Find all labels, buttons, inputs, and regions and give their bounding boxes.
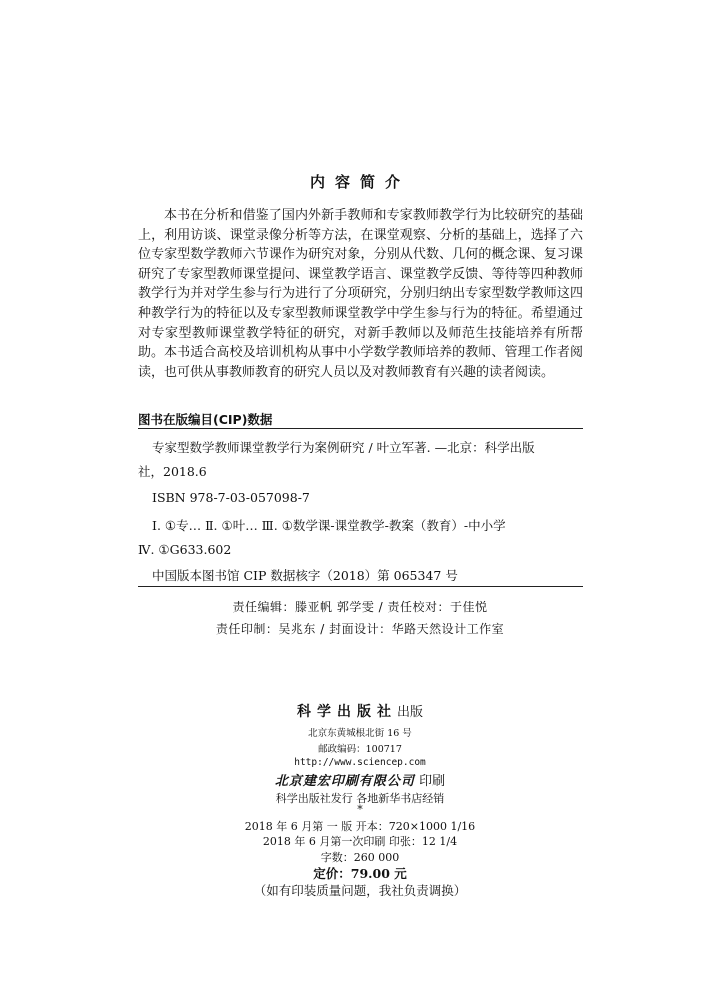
printer-brand: 北京建宏印刷有限公司 bbox=[274, 774, 415, 789]
quality-notice: （如有印装质量问题，我社负责调换） bbox=[253, 883, 467, 898]
cip-bottom-divider bbox=[138, 586, 583, 587]
publisher-postcode: 邮政编码：100717 bbox=[318, 744, 402, 755]
cip-label: 图书在版编目(CIP)数据 bbox=[138, 412, 273, 427]
separator-star: * bbox=[357, 803, 363, 816]
intro-paragraph-2: 本书适合高校及培训机构从事中小学数学教师培养的教师、管理工作者阅读，也可供从事教师教育的研究人员以及对教师教育有兴趣的读者阅读。 bbox=[138, 345, 583, 380]
cip-title-line-1: 专家型数学教师课堂教学行为案例研究 / 叶立军著. —北京：科学出版 bbox=[152, 440, 535, 455]
cip-top-divider bbox=[138, 428, 583, 429]
cip-isbn: ISBN 978-7-03-057098-7 bbox=[152, 490, 310, 505]
staff-editors: 责任编辑：滕亚帆 郭学雯 / 责任校对：于佳悦 bbox=[232, 600, 488, 614]
cip-title-line-2: 社，2018.6 bbox=[138, 464, 207, 479]
printing-line: 2018 年 6 月第一次印刷 印张：12 1/4 bbox=[262, 835, 458, 848]
cip-number: 中国版本图书馆 CIP 数据核字（2018）第 065347 号 bbox=[152, 568, 458, 583]
staff-production: 责任印制：吴兆东 / 封面设计：华路天然设计工作室 bbox=[215, 622, 505, 636]
cip-classification-line-1: Ⅰ. ①专… Ⅱ. ①叶… Ⅲ. ①数学课-课堂教学-教案（教育）-中小学 bbox=[152, 518, 506, 533]
publisher-url: http://www.sciencep.com bbox=[294, 757, 426, 768]
word-count: 字数：260 000 bbox=[320, 851, 400, 864]
publisher-line bbox=[0, 701, 720, 721]
edition-line: 2018 年 6 月第 一 版 开本：720×1000 1/16 bbox=[244, 820, 476, 833]
cip-classification-line-2: Ⅳ. ①G633.602 bbox=[138, 542, 232, 557]
publisher-suffix: 出版 bbox=[396, 705, 423, 720]
price: 定价：79.00 元 bbox=[313, 866, 407, 881]
printer-suffix: 印刷 bbox=[419, 774, 446, 789]
printer-line bbox=[0, 770, 720, 789]
intro-title: 内容简介 bbox=[309, 173, 410, 191]
publisher-brand: 科学出版社 bbox=[296, 704, 397, 720]
publisher-address: 北京东黄城根北街 16 号 bbox=[308, 728, 412, 739]
distribution-line: 科学出版社发行 各地新华书店经销 bbox=[275, 792, 445, 805]
intro-paragraph-1: 本书在分析和借鉴了国内外新手教师和专家教师教学行为比较研究的基础上，利用访谈、课堂录像分析等方法，在课堂观察、分析的基础上，选择了六位专家型数学教师六节课作为研究对象，分别从代数、几何的概念课、复习课研究了专家型教师课堂提问、课堂教学语言、课堂教学反馈、等待等四种教师教学行为并对学生参与行为进行了分项研究，分别归纳出专家型数学教师这四种教学行为的特征以及专家型教师课堂教学中学生参与行为的特征。希望通过对专家型教师课堂教学特征的研究，对新手教师以及师范生技能培养有所帮助。 bbox=[138, 208, 583, 361]
